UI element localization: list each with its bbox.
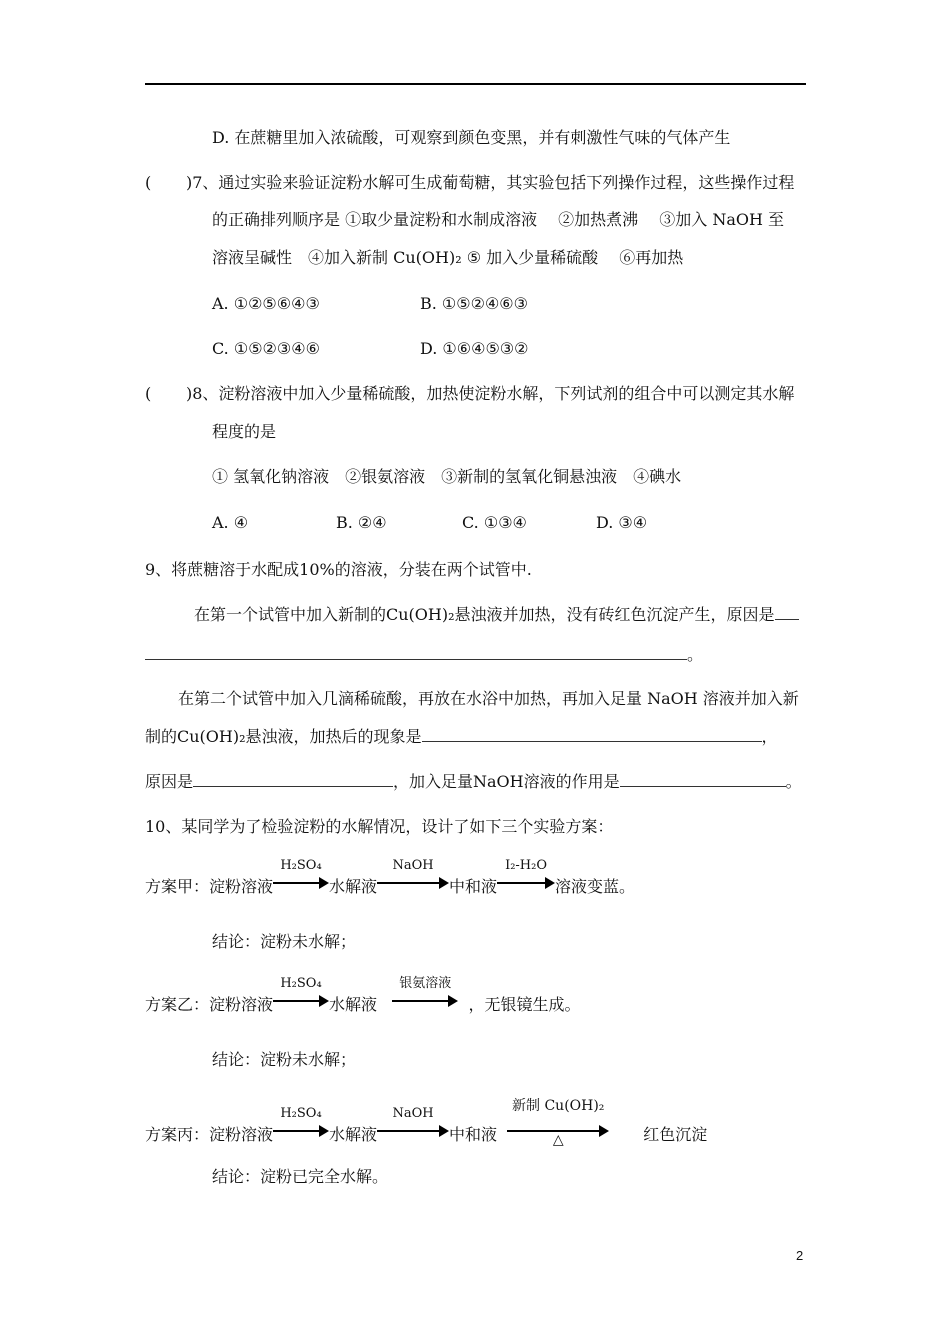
plan-b-conclusion: 结论：淀粉未水解； — [212, 1050, 357, 1069]
plan-a-step2: 中和液 — [449, 877, 498, 896]
q9-title: 9、将蔗糖溶于水配成10%的溶液，分装在两个试管中. — [145, 560, 532, 579]
q9-part2-line2 — [145, 727, 778, 747]
plan-a-arrow3 — [497, 858, 555, 892]
plan-a-arrow2-label: NaOH — [392, 858, 434, 873]
q7-option-d: D. ①⑥④⑤③② — [420, 339, 529, 358]
q8-option-b: B. ②④ — [336, 513, 387, 532]
q9-part2-line2-text: 制的Cu(OH)₂悬浊液，加热后的现象是 — [145, 727, 422, 746]
plan-c-step1: 水解液 — [329, 1125, 378, 1144]
plan-c-arrow1-label: H₂SO₄ — [280, 1106, 322, 1121]
q9-reason-label: 原因是 — [145, 772, 194, 791]
plan-a-arrow1 — [273, 858, 329, 892]
q8-answer-paren: ( — [145, 384, 152, 403]
plan-c-arrow2 — [377, 1106, 449, 1140]
page-number: 2 — [796, 1248, 804, 1263]
q9-part2-line2-end: ， — [761, 727, 778, 746]
q7-option-c: C. ①⑤②③④⑥ — [212, 339, 320, 358]
plan-a-scheme — [145, 858, 636, 897]
q7-stem-line3: 溶液呈碱性 ④加入新制 Cu(OH)₂ ⑤ 加入少量稀硫酸 ⑥再加热 — [212, 248, 684, 267]
q9-part1 — [194, 605, 799, 625]
plan-c-arrow3 — [507, 1098, 609, 1148]
q9-part1-cont — [145, 645, 703, 665]
plan-b-arrow1 — [273, 976, 329, 1010]
q9-part1-text: 在第一个试管中加入新制的Cu(OH)₂悬浊液并加热，没有砖红色沉淀产生，原因是 — [194, 605, 775, 624]
q9-part2-line3 — [145, 772, 802, 792]
plan-a-arrow2 — [377, 858, 449, 892]
q9-part2-line1: 在第二个试管中加入几滴稀硫酸，再放在水浴中加热，再加入足量 NaOH 溶液并加入新 — [178, 689, 799, 708]
plan-a-arrow1-label: H₂SO₄ — [280, 858, 322, 873]
plan-b-step2: ，无银镜生成。 — [468, 995, 581, 1014]
q6-option-d: D. 在蔗糖里加入浓硫酸，可观察到颜色变黑，并有刺激性气味的气体产生 — [212, 128, 731, 147]
plan-c-arrow1 — [273, 1106, 329, 1140]
q7-stem-line1: )7、通过实验来验证淀粉水解可生成葡萄糖，其实验包括下列操作过程，这些操作过程 — [186, 173, 795, 192]
plan-a-label: 方案甲：淀粉溶液 — [145, 877, 274, 896]
plan-c-step2: 中和液 — [449, 1125, 498, 1144]
plan-a-step3: 溶液变蓝。 — [555, 877, 636, 896]
plan-b-arrow2-label: 银氨溶液 — [399, 976, 452, 991]
plan-a-step1: 水解液 — [329, 877, 378, 896]
plan-a-conclusion: 结论：淀粉未水解； — [212, 932, 357, 951]
q8-option-d: D. ③④ — [596, 513, 648, 532]
plan-c-arrow2-label: NaOH — [392, 1106, 434, 1121]
q7-stem-line2: 的正确排列顺序是 ①取少量淀粉和水制成溶液 ②加热煮沸 ③加入 NaOH 至 — [212, 210, 785, 229]
plan-c-step3: 红色沉淀 — [643, 1125, 708, 1144]
plan-b-label: 方案乙：淀粉溶液 — [145, 995, 274, 1014]
q9-phenomenon-blank[interactable] — [422, 727, 762, 742]
plan-c-scheme — [145, 1098, 708, 1148]
q9-part2-line3-end: 。 — [785, 772, 802, 791]
q7-option-a: A. ①②⑤⑥④③ — [212, 294, 320, 313]
header-rule — [145, 83, 806, 85]
plan-c-conclusion: 结论：淀粉已完全水解。 — [212, 1167, 389, 1186]
q9-naoh-blank[interactable] — [620, 772, 786, 787]
q9-reason-blank[interactable] — [193, 772, 393, 787]
plan-c-label: 方案丙：淀粉溶液 — [145, 1125, 274, 1144]
q8-option-a: A. ④ — [212, 513, 249, 532]
q8-option-c: C. ①③④ — [462, 513, 527, 532]
q9-part1-end: 。 — [687, 645, 704, 664]
plan-b-arrow1-label: H₂SO₄ — [280, 976, 322, 991]
q10-title: 10、某同学为了检验淀粉的水解情况，设计了如下三个实验方案： — [145, 817, 614, 836]
plan-b-step1: 水解液 — [329, 995, 378, 1014]
q8-reagents: ① 氢氧化钠溶液 ②银氨溶液 ③新制的氢氧化铜悬浊液 ④碘水 — [212, 467, 682, 486]
q8-stem-line2: 程度的是 — [212, 422, 277, 441]
q7-option-b: B. ①⑤②④⑥③ — [420, 294, 528, 313]
q9-part1-blank-start[interactable] — [775, 605, 799, 620]
q8-stem-line1: )8、淀粉溶液中加入少量稀硫酸，加热使淀粉水解，下列试剂的组合中可以测定其水解 — [186, 384, 795, 403]
plan-b-arrow2 — [392, 976, 458, 1010]
plan-a-arrow3-label: I₂-H₂O — [505, 858, 548, 873]
q9-naoh-label: ，加入足量NaOH溶液的作用是 — [393, 772, 620, 791]
q7-answer-paren: ( — [145, 173, 152, 192]
plan-c-arrow3-top-label: 新制 Cu(OH)₂ — [512, 1098, 605, 1114]
plan-b-scheme — [145, 976, 581, 1015]
plan-c-arrow3-bottom-label: △ — [552, 1132, 564, 1148]
q9-part1-blank[interactable] — [145, 645, 687, 660]
